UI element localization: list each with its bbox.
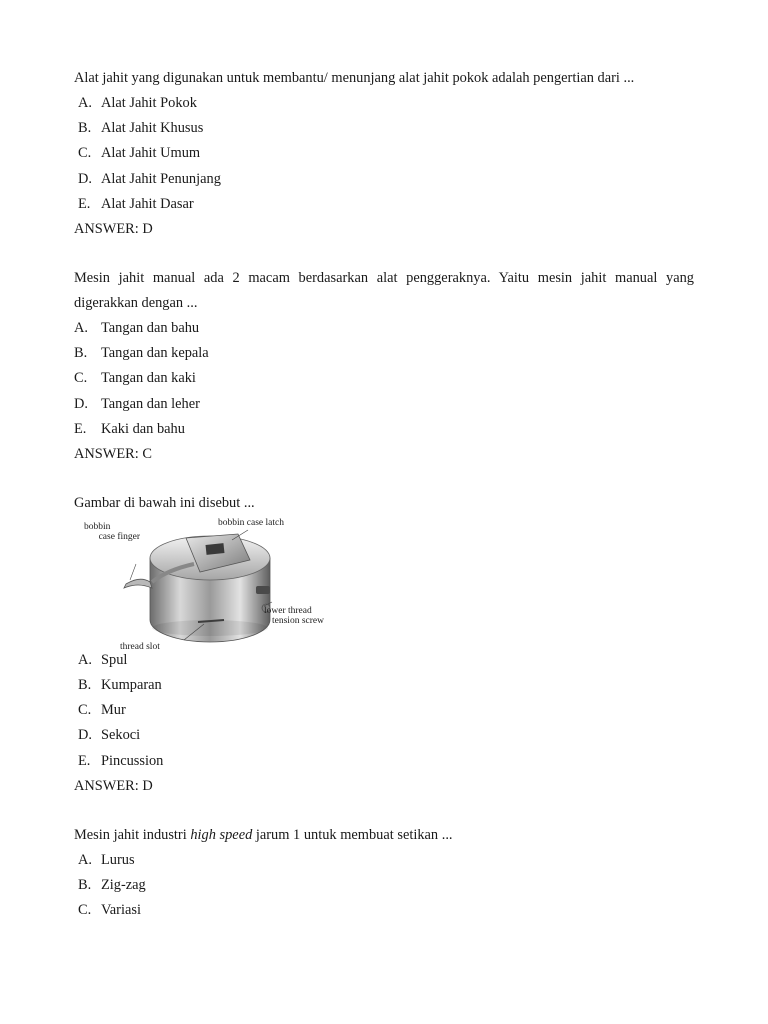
option-c	[74, 141, 694, 166]
option-text: Alat Jahit Pokok	[101, 95, 197, 111]
label-line: bobbin	[84, 521, 111, 532]
option-list	[74, 91, 694, 217]
option-c	[74, 898, 694, 923]
option-letter: B.	[78, 120, 92, 137]
question-text-part: Mesin jahit industri	[74, 826, 191, 843]
option-letter: C.	[78, 702, 92, 719]
label-lower-thread-tension-screw	[264, 606, 324, 626]
option-text: Alat Jahit Umum	[101, 145, 201, 162]
option-letter: E.	[74, 420, 87, 437]
option-b	[74, 116, 694, 141]
label-bobbin-case-finger	[76, 522, 140, 542]
answer-text: ANSWER: C	[74, 445, 152, 462]
question-text-italic: high speed	[190, 826, 253, 843]
option-d	[74, 167, 694, 192]
question-2	[74, 266, 694, 467]
option-letter: B.	[74, 345, 88, 362]
option-text: Kumparan	[101, 677, 162, 694]
option-text: Mur	[101, 702, 126, 719]
label-bobbin-case-latch: bobbin case latch	[218, 517, 284, 528]
option-letter: B.	[78, 877, 92, 893]
option-letter: A.	[78, 95, 92, 111]
option-text: Tangan dan kaki	[101, 370, 196, 387]
option-c	[74, 366, 694, 391]
option-list	[74, 316, 694, 442]
question-1	[74, 66, 694, 242]
option-text: Kaki dan bahu	[101, 420, 185, 437]
option-text: Alat Jahit Penunjang	[101, 170, 221, 187]
option-c	[74, 698, 694, 723]
option-text: Tangan dan kepala	[101, 345, 209, 362]
bobbin-case-figure	[74, 516, 354, 654]
question-3	[74, 491, 694, 799]
option-e	[74, 192, 694, 217]
option-list	[74, 848, 694, 924]
option-letter: C.	[74, 370, 88, 387]
option-text: Sekoci	[101, 727, 141, 744]
option-text: Variasi	[101, 902, 141, 919]
option-letter: D.	[78, 170, 92, 187]
option-letter: B.	[78, 677, 92, 694]
option-text: Spul	[101, 651, 128, 668]
option-a	[74, 316, 694, 341]
option-text: Alat Jahit Khusus	[101, 120, 204, 137]
label-line: tension screw	[272, 615, 324, 626]
label-line: case finger	[98, 531, 140, 542]
option-b	[74, 873, 694, 898]
option-a	[74, 91, 694, 116]
option-list	[74, 648, 694, 774]
option-letter: A.	[78, 651, 92, 668]
option-letter: E.	[78, 752, 91, 769]
question-text	[74, 823, 694, 848]
label-thread-slot: thread slot	[120, 641, 160, 652]
option-letter: D.	[74, 395, 88, 412]
option-text: Lurus	[101, 851, 135, 868]
document-page	[74, 66, 694, 947]
question-text: Mesin jahit manual ada 2 macam berdasarkan alat penggeraknya. Yaitu mesin jahit manual yang digerakkan dengan ...	[74, 269, 694, 311]
answer-text: ANSWER: D	[74, 777, 153, 794]
option-letter: A.	[74, 319, 88, 336]
option-letter: C.	[78, 902, 92, 919]
option-letter: C.	[78, 145, 92, 162]
answer-text: ANSWER: D	[74, 220, 153, 237]
option-b	[74, 341, 694, 366]
question-text: Alat jahit yang digunakan untuk membantu/ menunjang alat jahit pokok adalah pengertian dari ...	[74, 70, 635, 86]
option-e	[74, 749, 694, 774]
option-d	[74, 723, 694, 748]
question-text-part: jarum 1 untuk membuat setikan ...	[252, 826, 453, 843]
option-letter: E.	[78, 195, 91, 212]
option-text: Tangan dan bahu	[101, 319, 200, 336]
option-text: Zig-zag	[101, 877, 146, 893]
option-a	[74, 848, 694, 873]
option-letter: A.	[78, 851, 92, 868]
option-letter: D.	[78, 727, 92, 744]
option-d	[74, 392, 694, 417]
option-text: Pincussion	[101, 752, 164, 769]
option-b	[74, 673, 694, 698]
label-line: lower thread	[264, 605, 312, 616]
question-text: Gambar di bawah ini disebut ...	[74, 494, 255, 511]
option-text: Tangan dan leher	[101, 395, 200, 412]
question-4	[74, 823, 694, 924]
option-text: Alat Jahit Dasar	[101, 195, 194, 212]
option-e	[74, 417, 694, 442]
